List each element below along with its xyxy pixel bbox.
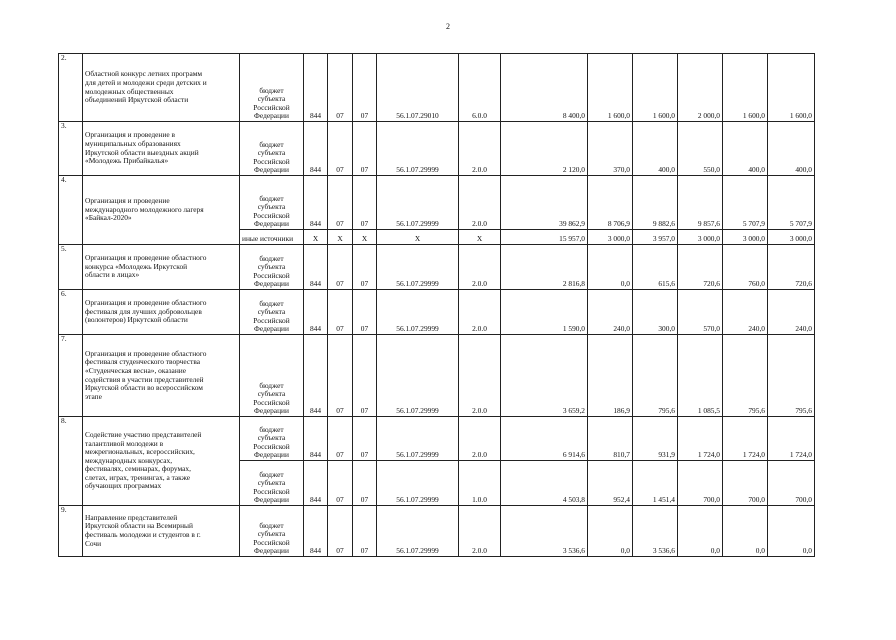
funding-source-line: Российской <box>253 441 290 451</box>
cell-y3: 3 000,0 <box>678 230 723 245</box>
funding-source-line: Федерации <box>254 406 289 416</box>
cell-y1: 0,0 <box>588 245 633 290</box>
cell-grbs: 844 <box>304 461 328 506</box>
cell-rz: 07 <box>328 245 353 290</box>
cell-y2: 1 600,0 <box>633 54 678 122</box>
cell-y4: 0,0 <box>723 506 768 557</box>
measure-name-line: Организация и проведение в <box>85 130 175 140</box>
cell-y4: 400,0 <box>723 122 768 176</box>
cell-vr: 2.0.0 <box>459 176 501 230</box>
cell-y5: 1 600,0 <box>768 54 815 122</box>
row-number: 8. <box>59 417 83 506</box>
measure-name-line: Сочи <box>85 538 102 548</box>
cell-grbs: 844 <box>304 54 328 122</box>
page-number: 2 <box>446 22 450 31</box>
cell-total: 3 536,6 <box>501 506 588 557</box>
measure-name <box>83 506 240 557</box>
row-number: 4. <box>59 176 83 245</box>
cell-vr: X <box>459 230 501 245</box>
funding-source-line: субъекта <box>257 389 286 399</box>
measure-name-line: Организация и проведение <box>85 196 170 206</box>
cell-y4: 1 600,0 <box>723 54 768 122</box>
measure-name-line: Направление представителей <box>85 512 178 522</box>
measure-name-line: межрегиональных, всероссийских, <box>85 447 195 457</box>
cell-pr: 07 <box>353 245 377 290</box>
cell-y4: 760,0 <box>723 245 768 290</box>
cell-csr: X <box>377 230 459 245</box>
cell-grbs: 844 <box>304 122 328 176</box>
funding-source-line: субъекта <box>257 262 286 272</box>
funding-source-line: бюджет <box>259 139 284 149</box>
table-row <box>59 245 815 290</box>
cell-csr: 56.1.07.29999 <box>377 506 459 557</box>
cell-y5: 5 707,9 <box>768 176 815 230</box>
funding-source <box>240 290 304 335</box>
funding-source-line: бюджет <box>259 253 284 263</box>
funding-source <box>240 506 304 557</box>
funding-source-line: Федерации <box>254 495 289 505</box>
cell-grbs: 844 <box>304 506 328 557</box>
cell-y4: 1 724,0 <box>723 417 768 461</box>
measure-name-line: обучающих программах <box>85 481 162 491</box>
cell-grbs: 844 <box>304 245 328 290</box>
measure-name-line: (волонтеров) Иркутской области <box>85 315 188 325</box>
funding-source-line: субъекта <box>257 529 286 539</box>
cell-y4: 5 707,9 <box>723 176 768 230</box>
measure-name-line: муниципальных образованиях <box>85 138 181 148</box>
measure-name-line: слетах, играх, тренингах, а также <box>85 472 191 482</box>
cell-y2: 931,9 <box>633 417 678 461</box>
measure-name-line: международного молодежного лагеря <box>85 204 204 214</box>
funding-source-line: бюджет <box>259 469 284 479</box>
cell-rz: 07 <box>328 461 353 506</box>
funding-source-line: Федерации <box>254 546 289 556</box>
cell-pr: 07 <box>353 122 377 176</box>
cell-pr: 07 <box>353 335 377 417</box>
funding-source-line: Российской <box>253 270 290 280</box>
cell-vr: 2.0.0 <box>459 290 501 335</box>
measure-name-line: талантливой молодежи в <box>85 438 164 448</box>
cell-total: 39 862,9 <box>501 176 588 230</box>
funding-source-line: Федерации <box>254 111 289 121</box>
funding-source-line: субъекта <box>257 478 286 488</box>
cell-vr: 2.0.0 <box>459 417 501 461</box>
table-row <box>59 290 815 335</box>
funding-source-line: субъекта <box>257 433 286 443</box>
funding-source-line: бюджет <box>259 520 284 530</box>
cell-y2: 795,6 <box>633 335 678 417</box>
funding-source-line: Федерации <box>254 324 289 334</box>
measure-name-line: Содействие участию представителей <box>85 429 202 439</box>
cell-total: 6 914,6 <box>501 417 588 461</box>
measure-name-line: Областной конкурс летних программ <box>85 69 203 79</box>
funding-source: иные источники <box>240 230 304 245</box>
cell-y3: 2 000,0 <box>678 54 723 122</box>
cell-y5: 400,0 <box>768 122 815 176</box>
cell-y4: 700,0 <box>723 461 768 506</box>
measure-name <box>83 176 240 245</box>
cell-y1: 0,0 <box>588 506 633 557</box>
measure-name-line: для детей и молодежи среди детских и <box>85 77 207 87</box>
funding-source <box>240 122 304 176</box>
measure-name-line: Иркутской области на Всемирный <box>85 521 193 531</box>
cell-y2: 1 451,4 <box>633 461 678 506</box>
funding-source-line: Федерации <box>254 279 289 289</box>
funding-source-line: бюджет <box>259 380 284 390</box>
table-body <box>59 54 815 557</box>
cell-y1: 8 706,9 <box>588 176 633 230</box>
cell-y2: 3 536,6 <box>633 506 678 557</box>
table-row <box>59 417 815 461</box>
cell-y5: 795,6 <box>768 335 815 417</box>
cell-y3: 550,0 <box>678 122 723 176</box>
cell-csr: 56.1.07.29999 <box>377 245 459 290</box>
cell-y5: 1 724,0 <box>768 417 815 461</box>
funding-source-line: субъекта <box>257 148 286 158</box>
cell-vr: 1.0.0 <box>459 461 501 506</box>
measure-name <box>83 122 240 176</box>
cell-rz: 07 <box>328 335 353 417</box>
funding-source-line: Федерации <box>254 165 289 175</box>
cell-vr: 2.0.0 <box>459 335 501 417</box>
cell-csr: 56.1.07.29999 <box>377 461 459 506</box>
cell-pr: X <box>353 230 377 245</box>
cell-y1: 810,7 <box>588 417 633 461</box>
cell-pr: 07 <box>353 417 377 461</box>
cell-csr: 56.1.07.29010 <box>377 54 459 122</box>
funding-source-line: Российской <box>253 315 290 325</box>
cell-grbs: X <box>304 230 328 245</box>
cell-vr: 2.0.0 <box>459 506 501 557</box>
cell-y4: 3 000,0 <box>723 230 768 245</box>
funding-source-line: бюджет <box>259 85 284 95</box>
cell-y4: 240,0 <box>723 290 768 335</box>
cell-y3: 0,0 <box>678 506 723 557</box>
funding-source-line: Федерации <box>254 219 289 229</box>
cell-vr: 6.0.0 <box>459 54 501 122</box>
funding-source-line: Российской <box>253 537 290 547</box>
cell-y2: 400,0 <box>633 122 678 176</box>
cell-pr: 07 <box>353 506 377 557</box>
measure-name <box>83 417 240 506</box>
funding-source-line: субъекта <box>257 94 286 104</box>
cell-y2: 3 957,0 <box>633 230 678 245</box>
funding-source-line: бюджет <box>259 424 284 434</box>
funding-source <box>240 335 304 417</box>
measure-name-line: фестивалях, семинарах, форумах, <box>85 464 191 474</box>
cell-y3: 570,0 <box>678 290 723 335</box>
cell-csr: 56.1.07.29999 <box>377 290 459 335</box>
funding-source <box>240 245 304 290</box>
row-number: 9. <box>59 506 83 557</box>
funding-source <box>240 417 304 461</box>
cell-y1: 186,9 <box>588 335 633 417</box>
cell-total: 2 120,0 <box>501 122 588 176</box>
cell-pr: 07 <box>353 54 377 122</box>
funding-source <box>240 54 304 122</box>
cell-y5: 240,0 <box>768 290 815 335</box>
funding-source <box>240 176 304 230</box>
cell-y3: 9 857,6 <box>678 176 723 230</box>
measure-name-line: «Студенческая весна», оказание <box>85 365 187 375</box>
cell-y3: 1 085,5 <box>678 335 723 417</box>
funding-source-line: субъекта <box>257 307 286 317</box>
funding-source-line: бюджет <box>259 298 284 308</box>
funding-source-line: Федерации <box>254 450 289 460</box>
cell-rz: 07 <box>328 417 353 461</box>
funding-source-line: Российской <box>253 397 290 407</box>
cell-grbs: 844 <box>304 417 328 461</box>
measure-name-line: фестиваля студенческого творчества <box>85 357 201 367</box>
funding-source-line: субъекта <box>257 202 286 212</box>
cell-y5: 3 000,0 <box>768 230 815 245</box>
table-row <box>59 335 815 417</box>
cell-pr: 07 <box>353 461 377 506</box>
measure-name <box>83 335 240 417</box>
measure-name-line: фестиваля для лучших добровольцев <box>85 306 202 316</box>
cell-y1: 240,0 <box>588 290 633 335</box>
cell-vr: 2.0.0 <box>459 245 501 290</box>
cell-total: 1 590,0 <box>501 290 588 335</box>
cell-rz: 07 <box>328 122 353 176</box>
cell-rz: 07 <box>328 290 353 335</box>
measure-name-line: Иркутской области во всероссийском <box>85 383 203 393</box>
row-number: 5. <box>59 245 83 290</box>
measure-name-line: международных конкурсах, <box>85 455 173 465</box>
measure-name <box>83 54 240 122</box>
table-row <box>59 54 815 122</box>
cell-y2: 9 882,6 <box>633 176 678 230</box>
table-row <box>59 122 815 176</box>
cell-total: 3 659,2 <box>501 335 588 417</box>
measure-name-line: молодежных общественных <box>85 86 174 96</box>
cell-y5: 720,6 <box>768 245 815 290</box>
cell-csr: 56.1.07.29999 <box>377 122 459 176</box>
cell-y3: 720,6 <box>678 245 723 290</box>
cell-vr: 2.0.0 <box>459 122 501 176</box>
row-number: 2. <box>59 54 83 122</box>
measure-name-line: фестиваль молодежи и студентов в г. <box>85 530 201 539</box>
row-number: 7. <box>59 335 83 417</box>
measure-name-line: этапе <box>85 391 102 401</box>
measure-name-line: «Молодежь Прибайкалья» <box>85 156 169 166</box>
measure-name-line: содействия в участии представителей <box>85 374 204 384</box>
cell-y2: 300,0 <box>633 290 678 335</box>
measure-name-line: Организация и проведение областного <box>85 348 207 358</box>
cell-y1: 1 600,0 <box>588 54 633 122</box>
cell-total: 4 503,8 <box>501 461 588 506</box>
funding-source-line: Российской <box>253 210 290 220</box>
budget-table <box>58 53 815 557</box>
funding-source-line: бюджет <box>259 193 284 203</box>
cell-total: 2 816,8 <box>501 245 588 290</box>
cell-y3: 1 724,0 <box>678 417 723 461</box>
cell-y1: 370,0 <box>588 122 633 176</box>
table-row <box>59 506 815 557</box>
cell-total: 8 400,0 <box>501 54 588 122</box>
cell-pr: 07 <box>353 176 377 230</box>
measure-name-line: области в лицах» <box>85 270 140 280</box>
cell-rz: 07 <box>328 506 353 557</box>
cell-csr: 56.1.07.29999 <box>377 176 459 230</box>
cell-grbs: 844 <box>304 335 328 417</box>
measure-name-line: объединений Иркутской области <box>85 95 189 105</box>
cell-y5: 700,0 <box>768 461 815 506</box>
cell-rz: 07 <box>328 54 353 122</box>
measure-name-line: «Байкал-2020» <box>85 213 132 223</box>
cell-y5: 0,0 <box>768 506 815 557</box>
cell-y4: 795,6 <box>723 335 768 417</box>
measure-name-line: Иркутской области выездных акций <box>85 147 199 157</box>
cell-y2: 615,6 <box>633 245 678 290</box>
cell-y1: 952,4 <box>588 461 633 506</box>
measure-name-line: Организация и проведение областного <box>85 253 207 263</box>
cell-y1: 3 000,0 <box>588 230 633 245</box>
cell-y3: 700,0 <box>678 461 723 506</box>
cell-rz: X <box>328 230 353 245</box>
cell-grbs: 844 <box>304 290 328 335</box>
row-number: 6. <box>59 290 83 335</box>
measure-name-line: Организация и проведение областного <box>85 298 207 308</box>
funding-source-line: Российской <box>253 156 290 166</box>
funding-source <box>240 461 304 506</box>
measure-name <box>83 290 240 335</box>
cell-csr: 56.1.07.29999 <box>377 335 459 417</box>
cell-pr: 07 <box>353 290 377 335</box>
cell-rz: 07 <box>328 176 353 230</box>
cell-grbs: 844 <box>304 176 328 230</box>
funding-source-line: Российской <box>253 102 290 112</box>
row-number: 3. <box>59 122 83 176</box>
cell-total: 15 957,0 <box>501 230 588 245</box>
measure-name <box>83 245 240 290</box>
funding-source-line: Российской <box>253 486 290 496</box>
cell-csr: 56.1.07.29999 <box>377 417 459 461</box>
table-row <box>59 176 815 230</box>
measure-name-line: конкурса «Молодежь Иркутской <box>85 261 188 271</box>
